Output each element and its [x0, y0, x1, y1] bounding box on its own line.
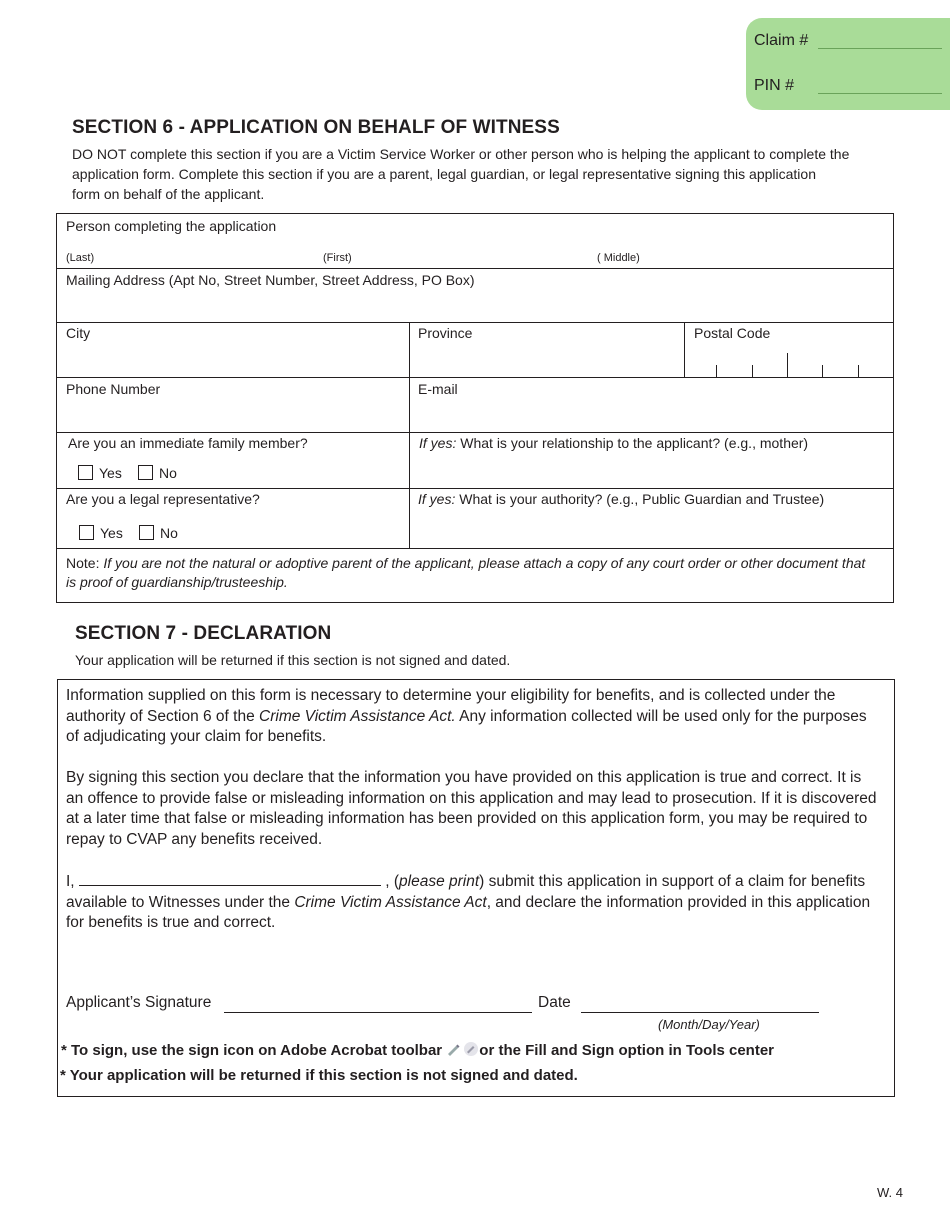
relationship-question: If yes: What is your relationship to the applicant? (e.g., mother) [419, 435, 809, 451]
signature-warning: * Your application will be returned if this section is not signed and dated. [60, 1067, 578, 1084]
postal-code-tick [716, 365, 717, 377]
claim-number-label: Claim # [754, 32, 809, 49]
guardianship-note: Note: If you are not the natural or adoptive parent of the applicant, please attach a copy of any court order or other document that is proof of guardianship/trusteeship. [66, 555, 866, 590]
section6-intro-line: DO NOT complete this section if you are a Victim Service Worker or other person who is helping the applicant to complete the [72, 146, 850, 162]
row-divider [57, 377, 893, 378]
middle-name-label: ( Middle) [597, 252, 640, 264]
row-divider [57, 268, 893, 269]
legal-yes-option[interactable]: Yes [79, 525, 123, 541]
pen-icon [446, 1042, 460, 1060]
legal-representative-question: Are you a legal representative? [66, 491, 260, 507]
row-divider [57, 322, 893, 323]
pin-number-label: PIN # [754, 77, 795, 94]
phone-number-label: Phone Number [66, 381, 161, 397]
column-divider [409, 322, 410, 548]
declaration-paragraph-privacy: Information supplied on this form is necessary to determine your eligibility for benefits, and is collected under the authority of Section 6 of the Crime Victim Assistance Act. Any information collected will be used only for the purposes of adjudicating your claim for benefits. [66, 687, 867, 745]
declaration-paragraph-truth: By signing this section you declare that the information you have provided on this application is true and correct. It is an offence to provide false or misleading information on this application and may lead to prosecution. If it is discovered at a later time that false or misleading information has been provided on this application form, you may be required to repay to CVAP any benefits received. [66, 769, 877, 848]
column-divider [684, 322, 685, 377]
section6-intro-line: form on behalf of the applicant. [72, 186, 265, 202]
declaration-box [57, 679, 895, 1097]
postal-code-tick [752, 365, 753, 377]
postal-code-label: Postal Code [694, 325, 771, 341]
family-yes-option[interactable]: Yes [78, 465, 122, 481]
section7-subtitle: Your application will be returned if this section is not signed and dated. [75, 652, 511, 668]
section6-title: SECTION 6 - APPLICATION ON BEHALF OF WITNESS [72, 117, 560, 138]
claim-number-field[interactable] [818, 48, 942, 49]
date-field[interactable] [581, 1012, 819, 1013]
last-name-label: (Last) [66, 252, 95, 264]
legal-no-option[interactable]: No [139, 525, 178, 541]
family-no-checkbox[interactable] [138, 465, 153, 480]
signature-field[interactable] [224, 1012, 532, 1013]
pin-number-field[interactable] [818, 93, 942, 94]
print-name-field[interactable] [79, 871, 381, 886]
email-label: E-mail [418, 381, 458, 397]
province-label: Province [418, 325, 473, 341]
page-number: W. 4 [877, 1185, 904, 1200]
row-divider [57, 548, 893, 549]
person-completing-label: Person completing the application [66, 218, 277, 234]
claim-pin-box [746, 18, 950, 110]
fill-sign-icon [463, 1041, 479, 1061]
city-label: City [66, 325, 91, 341]
authority-question: If yes: What is your authority? (e.g., Public Guardian and Trustee) [418, 491, 825, 507]
section6-intro-line: application form. Complete this section if you are a parent, legal guardian, or legal representative signing this application [72, 166, 816, 182]
signature-label: Applicant’s Signature [66, 994, 212, 1011]
sign-instructions: * To sign, use the sign icon on Adobe Acrobat toolbar or the Fill and Sign option in Tools center [61, 1041, 774, 1061]
postal-code-tick [858, 365, 859, 377]
postal-code-tick [822, 365, 823, 377]
section6-form-box [56, 213, 894, 603]
row-divider [57, 488, 893, 489]
section7-title: SECTION 7 - DECLARATION [75, 623, 332, 644]
postal-code-tick [787, 353, 788, 377]
date-format-hint: (Month/Day/Year) [658, 1017, 760, 1032]
family-yes-checkbox[interactable] [78, 465, 93, 480]
declaration-paragraph-claim: I, , (please print) submit this application in support of a claim for benefits available to Witnesses under the Crime Victim Assistance Act, and declare the information provided in this application for benefits is true and correct. [66, 873, 871, 931]
family-member-question: Are you an immediate family member? [68, 435, 308, 451]
mailing-address-label: Mailing Address (Apt No, Street Number, Street Address, PO Box) [66, 272, 475, 288]
legal-yes-checkbox[interactable] [79, 525, 94, 540]
date-label: Date [538, 994, 571, 1011]
family-no-option[interactable]: No [138, 465, 177, 481]
legal-no-checkbox[interactable] [139, 525, 154, 540]
first-name-label: (First) [323, 252, 352, 264]
section6-intro [72, 144, 849, 204]
row-divider [57, 432, 893, 433]
